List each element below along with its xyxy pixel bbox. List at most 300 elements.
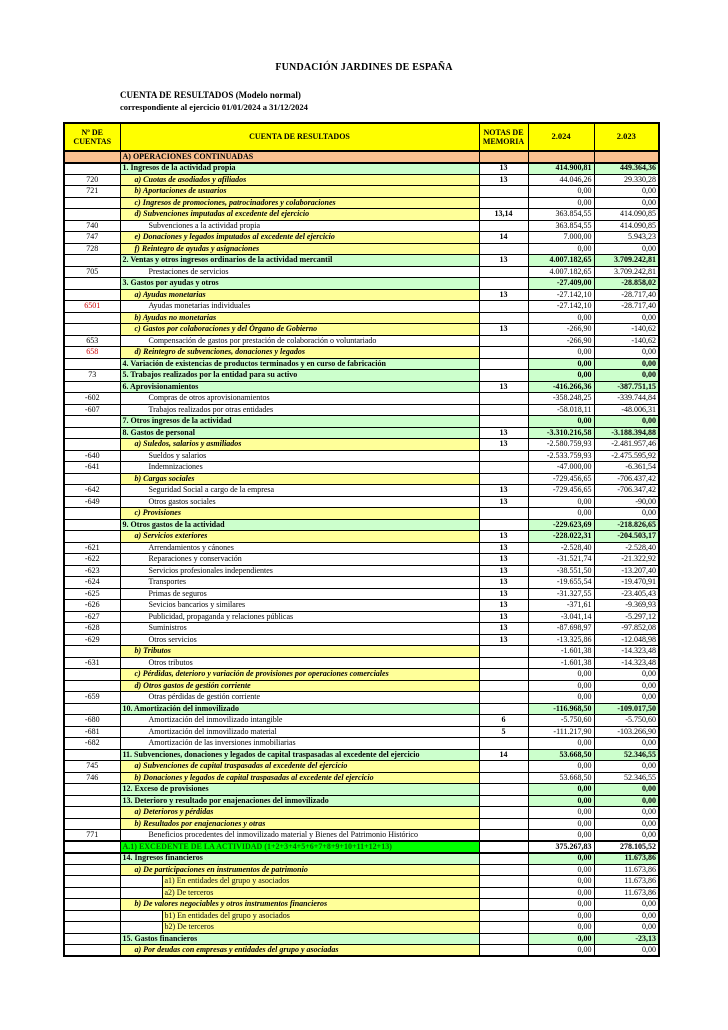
table-row [64,186,659,198]
value-2023-cell: -48.006,31 [594,404,659,416]
value-2023-cell: 11.673,86 [594,876,659,888]
memory-note-cell [479,370,528,382]
value-2024-cell: 0,00 [528,818,594,830]
table-row [64,784,659,796]
table-row [64,634,659,646]
value-2023-cell: -204.503,17 [594,531,659,543]
concept-label-cell: a2) De terceros [162,887,479,899]
account-number-cell: 720 [64,174,120,186]
account-number-cell [64,209,120,221]
account-number-cell [64,933,120,945]
value-2024-cell: -19.655,54 [528,577,594,589]
value-2023-cell: 0,00 [594,508,659,520]
value-2024-cell: 0,00 [528,243,594,255]
memory-note-cell: 13 [479,427,528,439]
memory-note-cell: 13 [479,255,528,267]
table-row [64,508,659,520]
concept-label-cell: Sevicios bancarios y similares [120,600,479,612]
concept-label-cell: b) Aportaciones de usuarios [120,186,479,198]
account-number-cell: -649 [64,496,120,508]
value-2023-cell: -90,00 [594,496,659,508]
account-number-cell [64,519,120,531]
value-2024-cell: -38.551,50 [528,565,594,577]
account-number-cell: 721 [64,186,120,198]
value-2024-cell: -31.327,55 [528,588,594,600]
value-2024-cell: 0,00 [528,876,594,888]
account-number-cell [64,324,120,336]
memory-note-cell [479,519,528,531]
account-number-cell: -602 [64,393,120,405]
concept-label-cell: Ayudas monetarias individuales [120,301,479,313]
value-2023-cell: 3.709.242,81 [594,266,659,278]
table-row [64,646,659,658]
concept-label-cell: b2) De terceros [162,922,479,934]
account-number-cell [64,876,120,888]
memory-note-cell [479,692,528,704]
memory-note-cell [479,266,528,278]
account-number-cell: 771 [64,830,120,842]
value-2024-cell: 0,00 [528,508,594,520]
memory-note-cell [479,945,528,957]
value-2023-cell: -109.017,50 [594,703,659,715]
account-number-cell: 745 [64,761,120,773]
table-row [64,519,659,531]
concept-label-cell: d) Subvenciones imputadas al excedente del ejercicio [120,209,479,221]
table-row [64,174,659,186]
value-2023-cell: -6.361,54 [594,462,659,474]
memory-note-cell [479,876,528,888]
document-title: CUENTA DE RESULTADOS (Modelo normal) [120,90,301,100]
value-2024-cell: -27.142,10 [528,289,594,301]
memory-note-cell: 13 [479,577,528,589]
value-2023-cell: 0,00 [594,197,659,209]
table-row [64,151,659,163]
memory-note-cell: 13 [479,623,528,635]
account-number-cell [64,312,120,324]
memory-note-cell: 13 [479,588,528,600]
account-number-cell [64,278,120,290]
value-2024-cell: -3.041,14 [528,611,594,623]
concept-label-cell: Arrendamientos y cánones [120,542,479,554]
table-row [64,312,659,324]
concept-label-cell: 13. Deterioro y resultado por enajenaciones del inmovilizado [120,795,479,807]
table-row [64,450,659,462]
value-2024-cell: 375.267,83 [528,841,594,853]
value-2024-cell: 0,00 [528,887,594,899]
value-2023-cell: 0,00 [594,818,659,830]
account-number-cell [64,669,120,681]
value-2023-cell: -5.297,12 [594,611,659,623]
table-row [64,807,659,819]
memory-note-cell [479,853,528,865]
memory-note-cell: 13 [479,531,528,543]
memory-note-cell [479,450,528,462]
value-2023-cell: 11.673,86 [594,864,659,876]
concept-label-cell: Suministros [120,623,479,635]
concept-label-cell: b1) En entidades del grupo y asociados [162,910,479,922]
value-2024-cell: -2.528,40 [528,542,594,554]
value-2024-cell: -27.142,10 [528,301,594,313]
value-2024-cell: 0,00 [528,416,594,428]
value-2024-cell: 0,00 [528,496,594,508]
value-2024-cell: -87.698,97 [528,623,594,635]
account-number-cell: 658 [64,347,120,359]
account-number-cell [64,887,120,899]
concept-label-cell: 6. Aprovisionamientos [120,381,479,393]
value-2024-cell: 414.900,81 [528,163,594,175]
concept-label-cell: b) Cargas sociales [120,473,479,485]
table-row [64,289,659,301]
value-2023-cell: 0,00 [594,738,659,750]
memory-note-cell [479,830,528,842]
value-2024-cell: 53.668,50 [528,749,594,761]
value-2023-cell: 0,00 [594,312,659,324]
memory-note-cell [479,151,528,163]
memory-note-cell [479,807,528,819]
concept-label-cell: a) Suledos, salarios y asmiliados [120,439,479,451]
account-number-cell: 73 [64,370,120,382]
table-row [64,232,659,244]
value-2023-cell: 0,00 [594,830,659,842]
account-number-cell: 746 [64,772,120,784]
value-2024-cell: 0,00 [528,358,594,370]
indent-spacer-cell [120,922,162,934]
concept-label-cell: Otras pérdidas de gestión corriente [120,692,479,704]
value-2023-cell: -13.207,40 [594,565,659,577]
concept-label-cell: Primas de seguros [120,588,479,600]
concept-label-cell: Otros tributos [120,657,479,669]
memory-note-cell [479,416,528,428]
memory-note-cell [479,335,528,347]
table-row [64,542,659,554]
table-row [64,163,659,175]
value-2024-cell: 0,00 [528,738,594,750]
value-2024-cell: 0,00 [528,910,594,922]
concept-label-cell: 14. Ingresos financieros [120,853,479,865]
memory-note-cell [479,899,528,911]
value-2024-cell: 0,00 [528,692,594,704]
concept-label-cell: a) Subvenciones de capital traspasadas al excedente del ejercicio [120,761,479,773]
memory-note-cell [479,738,528,750]
value-2024-cell: 0,00 [528,197,594,209]
account-number-cell [64,818,120,830]
table-row [64,565,659,577]
concept-label-cell: Amortización de las inversiones inmobiliarias [120,738,479,750]
value-2024-cell: 0,00 [528,933,594,945]
account-number-cell: 6501 [64,301,120,313]
value-2023-cell: -23.405,43 [594,588,659,600]
concept-label-cell: 4. Variación de existencias de productos terminados y en curso de fabricación [120,358,479,370]
value-2023-cell: 0,00 [594,243,659,255]
value-2023-cell: -387.751,15 [594,381,659,393]
memory-note-cell [479,772,528,784]
concept-label-cell: 7. Otros ingresos de la actividad [120,416,479,428]
concept-label-cell: a) Cuotas de asodiados y afiliados [120,174,479,186]
value-2024-cell: 0,00 [528,922,594,934]
memory-note-cell [479,922,528,934]
value-2023-cell: 0,00 [594,910,659,922]
concept-label-cell: b) Ayudas no monetarias [120,312,479,324]
account-number-cell: -681 [64,726,120,738]
value-2024-cell: -27.409,00 [528,278,594,290]
concept-label-cell: b) Tributos [120,646,479,658]
table-row [64,347,659,359]
table-row [64,715,659,727]
concept-label-cell: Sueldos y salarios [120,450,479,462]
table-row [64,761,659,773]
value-2023-cell: -21.322,92 [594,554,659,566]
account-number-cell: 653 [64,335,120,347]
memory-note-cell: 14 [479,749,528,761]
value-2023-cell: 5.943,23 [594,232,659,244]
memory-note-cell: 13 [479,174,528,186]
table-row [64,209,659,221]
value-2023-cell: -218.826,65 [594,519,659,531]
table-row [64,324,659,336]
account-number-cell: -626 [64,600,120,612]
memory-note-cell: 14 [479,232,528,244]
table-row [64,393,659,405]
memory-note-cell [479,347,528,359]
account-number-cell: -642 [64,485,120,497]
account-number-cell [64,151,120,163]
concept-label-cell: Indemnizaciones [120,462,479,474]
account-number-cell [64,439,120,451]
table-row [64,278,659,290]
memory-note-cell [479,761,528,773]
indent-spacer-cell [120,876,162,888]
value-2024-cell: 363.854,55 [528,209,594,221]
value-2023-cell: -12.048,98 [594,634,659,646]
value-2023-cell: 11.673,86 [594,887,659,899]
table-row [64,485,659,497]
account-number-cell [64,381,120,393]
table-row [64,623,659,635]
value-2023-cell: -3.188.394,88 [594,427,659,439]
table-header-row [64,123,659,151]
header-account-number: Nº DE CUENTAS [64,123,120,151]
table-row [64,726,659,738]
account-number-cell [64,864,120,876]
value-2024-cell: -111.217,90 [528,726,594,738]
value-2024-cell: 0,00 [528,370,594,382]
table-row [64,864,659,876]
account-number-cell: 747 [64,232,120,244]
concept-label-cell: d) Reintegro de subvenciones, donaciones y legados [120,347,479,359]
value-2023-cell: -23,13 [594,933,659,945]
value-2023-cell: -140,62 [594,324,659,336]
concept-label-cell: Otros gastos sociales [120,496,479,508]
table-row [64,462,659,474]
account-number-cell [64,255,120,267]
value-2023-cell: -2.528,40 [594,542,659,554]
memory-note-cell [479,841,528,853]
value-2023-cell: 0,00 [594,186,659,198]
value-2024-cell: -729.456,65 [528,473,594,485]
concept-label-cell: 5. Trabajos realizados por la entidad para su activo [120,370,479,382]
memory-note-cell [479,703,528,715]
memory-note-cell [479,312,528,324]
value-2023-cell: 0,00 [594,669,659,681]
memory-note-cell [479,393,528,405]
memory-note-cell: 13 [479,634,528,646]
table-row [64,370,659,382]
income-statement-table [63,122,660,957]
memory-note-cell [479,358,528,370]
value-2024-cell: -729.456,65 [528,485,594,497]
concept-label-cell: 2. Ventas y otros ingresos ordinarios de la actividad mercantil [120,255,479,267]
account-number-cell [64,289,120,301]
table-row [64,922,659,934]
concept-label-cell: A.1) EXCEDENTE DE LA ACTIVIDAD (1+2+3+4+5+6+7+8+9+10+11+12+13) [120,841,479,853]
concept-label-cell: b) De valores negociables y otros instrumentos financieros [120,899,479,911]
table-row [64,830,659,842]
value-2024-cell: -228.022,31 [528,531,594,543]
table-row [64,496,659,508]
memory-note-cell: 13 [479,439,528,451]
table-row [64,876,659,888]
value-2023-cell: -28.717,40 [594,289,659,301]
value-2023-cell: -14.323,48 [594,646,659,658]
concept-label-cell: Amortización del inmovilizado intangible [120,715,479,727]
account-number-cell: -682 [64,738,120,750]
account-number-cell [64,163,120,175]
value-2023-cell: 0,00 [594,945,659,957]
memory-note-cell [479,933,528,945]
account-number-cell [64,899,120,911]
memory-note-cell [479,473,528,485]
table-row [64,243,659,255]
concept-label-cell: Prestaciones de servicios [120,266,479,278]
memory-note-cell [479,646,528,658]
account-number-cell [64,416,120,428]
memory-note-cell: 13 [479,542,528,554]
concept-label-cell: A) OPERACIONES CONTINUADAS [120,151,479,163]
value-2023-cell: 0,00 [594,922,659,934]
concept-label-cell: Compras de otros aprovisionamientos [120,393,479,405]
header-account-label: CUENTA DE RESULTADOS [120,123,479,151]
concept-label-cell: 9. Otros gastos de la actividad [120,519,479,531]
value-2024-cell: 0,00 [528,784,594,796]
account-number-cell [64,531,120,543]
value-2023-cell: 0,00 [594,370,659,382]
concept-label-cell: 10. Amortización del inmovilizado [120,703,479,715]
table-row [64,945,659,957]
account-number-cell: -631 [64,657,120,669]
memory-note-cell [479,864,528,876]
value-2023-cell: 414.090,85 [594,220,659,232]
value-2024-cell: -1.601,38 [528,646,594,658]
table-row [64,220,659,232]
account-number-cell [64,853,120,865]
concept-label-cell: 8. Gastos de personal [120,427,479,439]
memory-note-cell: 13 [479,381,528,393]
concept-label-cell: a1) En entidades del grupo y asociados [162,876,479,888]
concept-label-cell: a) Ayudas monetarias [120,289,479,301]
table-row [64,680,659,692]
account-number-cell [64,945,120,957]
concept-label-cell: Trabajos realizados por otras entidades [120,404,479,416]
value-2023-cell: -2.475.595,92 [594,450,659,462]
account-number-cell: -629 [64,634,120,646]
table-row [64,887,659,899]
value-2023-cell: 0,00 [594,784,659,796]
header-year-2024: 2.024 [528,123,594,151]
memory-note-cell [479,657,528,669]
account-number-cell [64,646,120,658]
value-2024-cell: -47.000,00 [528,462,594,474]
concept-label-cell: c) Provisiones [120,508,479,520]
account-number-cell: -621 [64,542,120,554]
concept-label-cell: 3. Gastos por ayudas y otros [120,278,479,290]
table-row [64,577,659,589]
value-2023-cell: 0,00 [594,795,659,807]
value-2024-cell: 4.007.182,65 [528,266,594,278]
value-2024-cell [528,151,594,163]
value-2024-cell: -13.325,86 [528,634,594,646]
value-2024-cell: -31.521,74 [528,554,594,566]
value-2023-cell: 0,00 [594,692,659,704]
value-2024-cell: -58.018,11 [528,404,594,416]
indent-spacer-cell [120,910,162,922]
table-row [64,381,659,393]
table-row [64,335,659,347]
memory-note-cell [479,220,528,232]
table-row [64,818,659,830]
value-2023-cell: 0,00 [594,899,659,911]
value-2023-cell: -339.744,84 [594,393,659,405]
account-number-cell: -625 [64,588,120,600]
value-2024-cell: -1.601,38 [528,657,594,669]
concept-label-cell: a) De participaciones en instrumentos de patrimonio [120,864,479,876]
account-number-cell [64,703,120,715]
value-2023-cell: 0,00 [594,761,659,773]
value-2024-cell: 0,00 [528,347,594,359]
concept-label-cell: Transportes [120,577,479,589]
account-number-cell: -659 [64,692,120,704]
value-2024-cell: 0,00 [528,795,594,807]
account-number-cell [64,841,120,853]
account-number-cell [64,910,120,922]
account-number-cell: -628 [64,623,120,635]
memory-note-cell: 13 [479,289,528,301]
value-2024-cell: -358.248,25 [528,393,594,405]
account-number-cell [64,749,120,761]
memory-note-cell [479,795,528,807]
organization-title: FUNDACIÓN JARDINES DE ESPAÑA [275,62,453,73]
account-number-cell [64,197,120,209]
value-2023-cell: 29.330,28 [594,174,659,186]
value-2023-cell: 0,00 [594,347,659,359]
value-2023-cell: 0,00 [594,680,659,692]
account-number-cell: 705 [64,266,120,278]
concept-label-cell: c) Gastos por colaboraciones y del Órgano de Gobierno [120,324,479,336]
concept-label-cell: a) Servicios exteriores [120,531,479,543]
table-row [64,795,659,807]
document-period: correspondiente al ejercicio 01/01/2024 a 31/12/2024 [120,102,308,112]
account-number-cell [64,680,120,692]
table-row [64,301,659,313]
table-row [64,841,659,853]
account-number-cell [64,795,120,807]
value-2024-cell: -266,90 [528,335,594,347]
table-row [64,416,659,428]
value-2023-cell: 278.105,52 [594,841,659,853]
table-row [64,531,659,543]
concept-label-cell: b) Resultados por enajenaciones y otras [120,818,479,830]
memory-note-cell [479,669,528,681]
value-2023-cell: -9.369,93 [594,600,659,612]
